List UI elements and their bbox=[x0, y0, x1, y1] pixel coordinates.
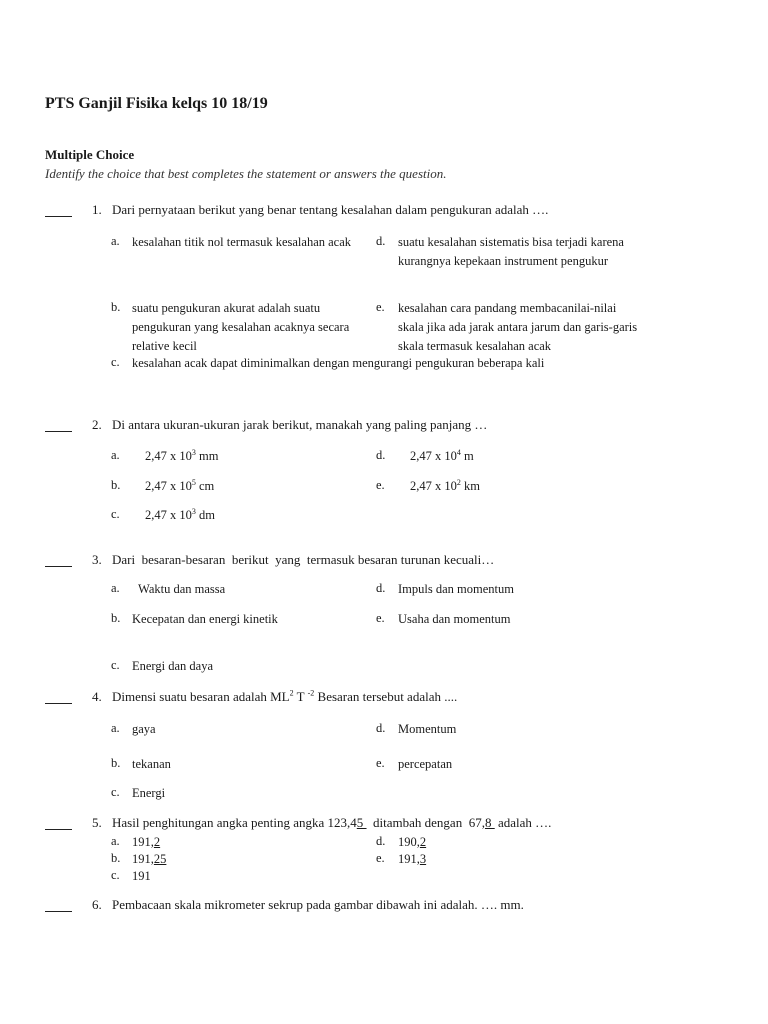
answer-blank[interactable] bbox=[45, 556, 72, 567]
section-instruction: Identify the choice that best completes the statement or answers the question. bbox=[45, 166, 447, 181]
option-letter-e: e. bbox=[376, 851, 385, 865]
option-letter-d: d. bbox=[376, 234, 386, 248]
question-number: 1. bbox=[92, 202, 102, 217]
option-letter-c: c. bbox=[111, 507, 120, 521]
option-b[interactable]: 191,25 bbox=[132, 852, 167, 866]
option-e[interactable]: percepatan bbox=[398, 757, 453, 771]
option-e[interactable]: 191,3 bbox=[398, 852, 427, 866]
option-a[interactable]: kesalahan titik nol termasuk kesalahan acak bbox=[132, 235, 352, 249]
option-d[interactable]: Momentum bbox=[398, 722, 457, 736]
question-number: 4. bbox=[92, 689, 102, 704]
option-e[interactable]: kesalahan cara pandang membacanilai-nilai skala jika ada jarak antara jarum dan garis-garis skala termasuk kesalahan acak bbox=[398, 301, 638, 353]
option-letter-d: d. bbox=[376, 721, 386, 735]
option-d[interactable]: 2,47 x $10^4$ m bbox=[410, 447, 474, 463]
answer-blank[interactable] bbox=[45, 819, 72, 830]
option-letter-c: c. bbox=[111, 658, 120, 672]
option-letter-a: a. bbox=[111, 448, 120, 462]
option-e[interactable]: Usaha dan momentum bbox=[398, 612, 511, 626]
question-text: Di antara ukuran-ukuran jarak berikut, manakah yang paling panjang … bbox=[112, 417, 488, 432]
question-number: 3. bbox=[92, 552, 102, 567]
option-c[interactable]: 2,47 x $10^3$ dm bbox=[145, 506, 215, 522]
option-a[interactable]: 191,2 bbox=[132, 835, 161, 849]
answer-blank[interactable] bbox=[45, 901, 72, 912]
option-a[interactable]: Waktu dan massa bbox=[132, 582, 226, 596]
question-text: Dari besaran-besaran berikut yang termasuk besaran turunan kecuali… bbox=[112, 552, 495, 567]
option-c[interactable]: Energi dan daya bbox=[132, 659, 213, 673]
option-letter-a: a. bbox=[111, 834, 120, 848]
option-a[interactable]: gaya bbox=[132, 722, 156, 736]
option-b[interactable]: suatu pengukuran akurat adalah suatu pengukuran yang kesalahan acaknya secara relative kecil bbox=[132, 301, 350, 353]
option-a[interactable]: 2,47 x $10^3$ mm bbox=[145, 447, 219, 463]
option-letter-e: e. bbox=[376, 756, 385, 770]
question-text: Dimensi suatu besaran adalah $ML^2$ T $^{-2}$ Besaran tersebut adalah .... bbox=[112, 688, 458, 704]
question-number: 6. bbox=[92, 897, 102, 912]
option-letter-d: d. bbox=[376, 581, 386, 595]
option-letter-c: c. bbox=[111, 785, 120, 799]
option-letter-b: b. bbox=[111, 478, 121, 492]
option-letter-e: e. bbox=[376, 478, 385, 492]
page-title: PTS Ganjil Fisika kelqs 10 18/19 bbox=[45, 95, 268, 112]
section-heading: Multiple Choice bbox=[45, 147, 135, 162]
question-number: 2. bbox=[92, 417, 102, 432]
option-c[interactable]: 191 bbox=[132, 869, 151, 883]
option-letter-e: e. bbox=[376, 300, 385, 314]
option-letter-a: a. bbox=[111, 721, 120, 735]
option-letter-c: c. bbox=[111, 355, 120, 369]
question-number: 5. bbox=[92, 815, 102, 830]
option-letter-b: b. bbox=[111, 756, 121, 770]
answer-blank[interactable] bbox=[45, 693, 72, 704]
question-text: Pembacaan skala mikrometer sekrup pada gambar dibawah ini adalah. …. mm. bbox=[112, 897, 524, 912]
option-c[interactable]: kesalahan acak dapat diminimalkan dengan mengurangi pengukuran beberapa kali bbox=[132, 356, 545, 370]
option-letter-b: b. bbox=[111, 611, 121, 625]
answer-blank[interactable] bbox=[45, 421, 72, 432]
option-letter-d: d. bbox=[376, 448, 386, 462]
option-c[interactable]: Energi bbox=[132, 786, 166, 800]
option-letter-b: b. bbox=[111, 851, 121, 865]
option-letter-a: a. bbox=[111, 234, 120, 248]
answer-blank[interactable] bbox=[45, 206, 72, 217]
option-letter-e: e. bbox=[376, 611, 385, 625]
option-b[interactable]: 2,47 x $10^5$ cm bbox=[145, 477, 215, 493]
option-d[interactable]: suatu kesalahan sistematis bisa terjadi karena kurangnya kepekaan instrument pengukur bbox=[398, 235, 624, 268]
option-b[interactable]: Kecepatan dan energi kinetik bbox=[132, 612, 278, 626]
option-d[interactable]: Impuls dan momentum bbox=[398, 582, 514, 596]
option-letter-a: a. bbox=[111, 581, 120, 595]
question-text: Hasil penghitungan angka penting angka 123,45 ditambah dengan 67,8 adalah …. bbox=[112, 815, 552, 830]
option-letter-b: b. bbox=[111, 300, 121, 314]
option-b[interactable]: tekanan bbox=[132, 757, 171, 771]
option-e[interactable]: 2,47 x $10^2$ km bbox=[410, 477, 480, 493]
option-letter-c: c. bbox=[111, 868, 120, 882]
question-text: Dari pernyataan berikut yang benar tentang kesalahan dalam pengukuran adalah …. bbox=[112, 202, 549, 217]
option-d[interactable]: 190,2 bbox=[398, 835, 427, 849]
option-letter-d: d. bbox=[376, 834, 386, 848]
